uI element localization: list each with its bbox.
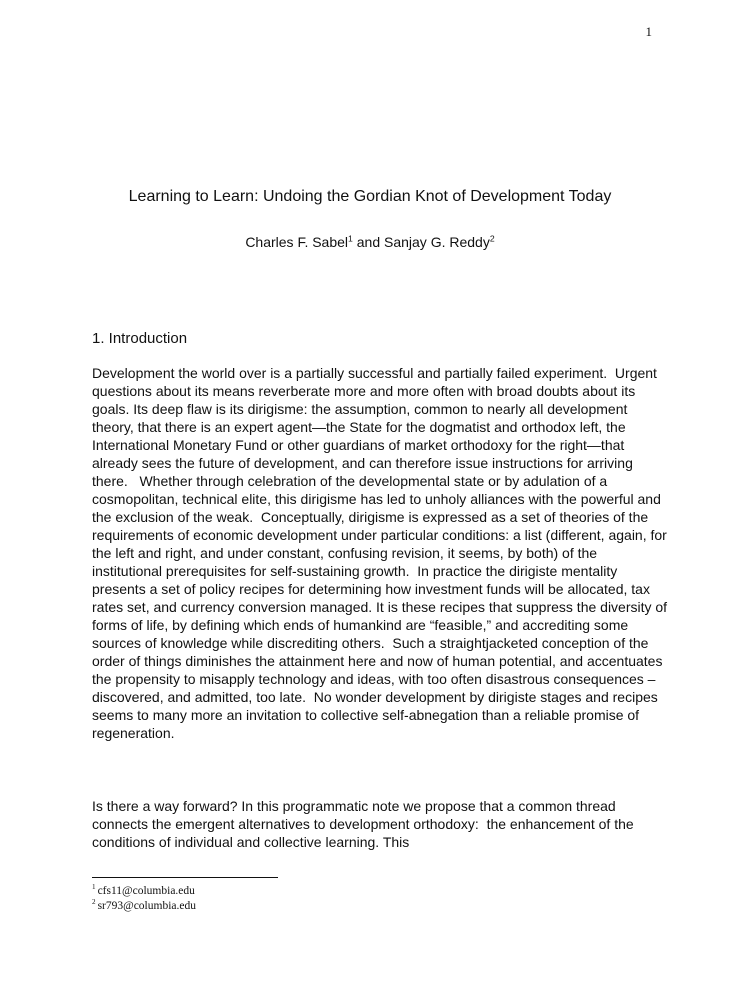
paragraph-1: Development the world over is a partially successful and partially failed experiment. Urgent questions about its means reverberate more and more often with broad doubts about its goals. Its deep flaw is its dirigisme: the assumption, common to nearly all development theory, that there is an expert agent—the State for the dogmatist and orthodox left, the International Monetary Fund or other guardians of market orthodoxy for the right—that already sees the future of development, and can therefore issue instructions for arriving there. Whether through celebration of the developmental state or by adulation of a cosmopolitan, technical elite, this dirigisme has led to unholy alliances with the powerful and the exclusion of the weak. Conceptually, dirigisme is expressed as a set of theories of the requirements of economic development under particular conditions: a list (different, again, for the left and right, and under constant, confusing revision, it seems, by both) of the institutional prerequisites for self-sustaining growth. In practice the dirigiste mentality presents a set of policy recipes for determining how investment funds will be allocated, tax rates set, and currency conversion managed. It is these recipes that suppress the diversity of forms of life, by defining which ends of humankind are “feasible,” and accrediting some sources of knowledge while discrediting others. Such a straightjacketed conception of the order of things diminishes the attainment here and now of human potential, and accentuates the propensity to misapply technology and ideas, with too often disastrous consequences – discovered, and admitted, too late. No wonder development by dirigiste stages and recipes seems to many more an invitation to collective self-abnegation than a reliable promise of regeneration. (92, 365, 671, 741)
footnote-1-marker: 1 (92, 883, 96, 892)
footnote-area (92, 877, 670, 914)
footnote-1-text: cfs11@columbia.edu (97, 885, 195, 897)
author-name-1: Charles F. Sabel (245, 234, 349, 250)
author-footnote-marker-2: 2 (489, 233, 495, 244)
author-name-2: Sanjay G. Reddy (384, 234, 490, 250)
footnote-separator-rule (92, 877, 278, 878)
paper-title: Learning to Learn: Undoing the Gordian Knot of Development Today (128, 188, 612, 205)
footnote-1 (92, 884, 670, 899)
authors-separator: and (352, 234, 384, 250)
footnote-2-marker: 2 (92, 898, 96, 907)
authors-line (0, 234, 740, 250)
page-number: 1 (645, 24, 652, 39)
section-heading-introduction: 1. Introduction (92, 330, 188, 347)
footnote-2 (92, 899, 670, 914)
paragraph-2: Is there a way forward? In this programmatic note we propose that a common thread connects the emergent alternatives to development orthodoxy: the enhancement of the conditions of individual and collective learning. This (92, 798, 638, 850)
author-footnote-marker-1: 1 (348, 233, 353, 244)
footnote-2-text: sr793@columbia.edu (97, 900, 196, 912)
